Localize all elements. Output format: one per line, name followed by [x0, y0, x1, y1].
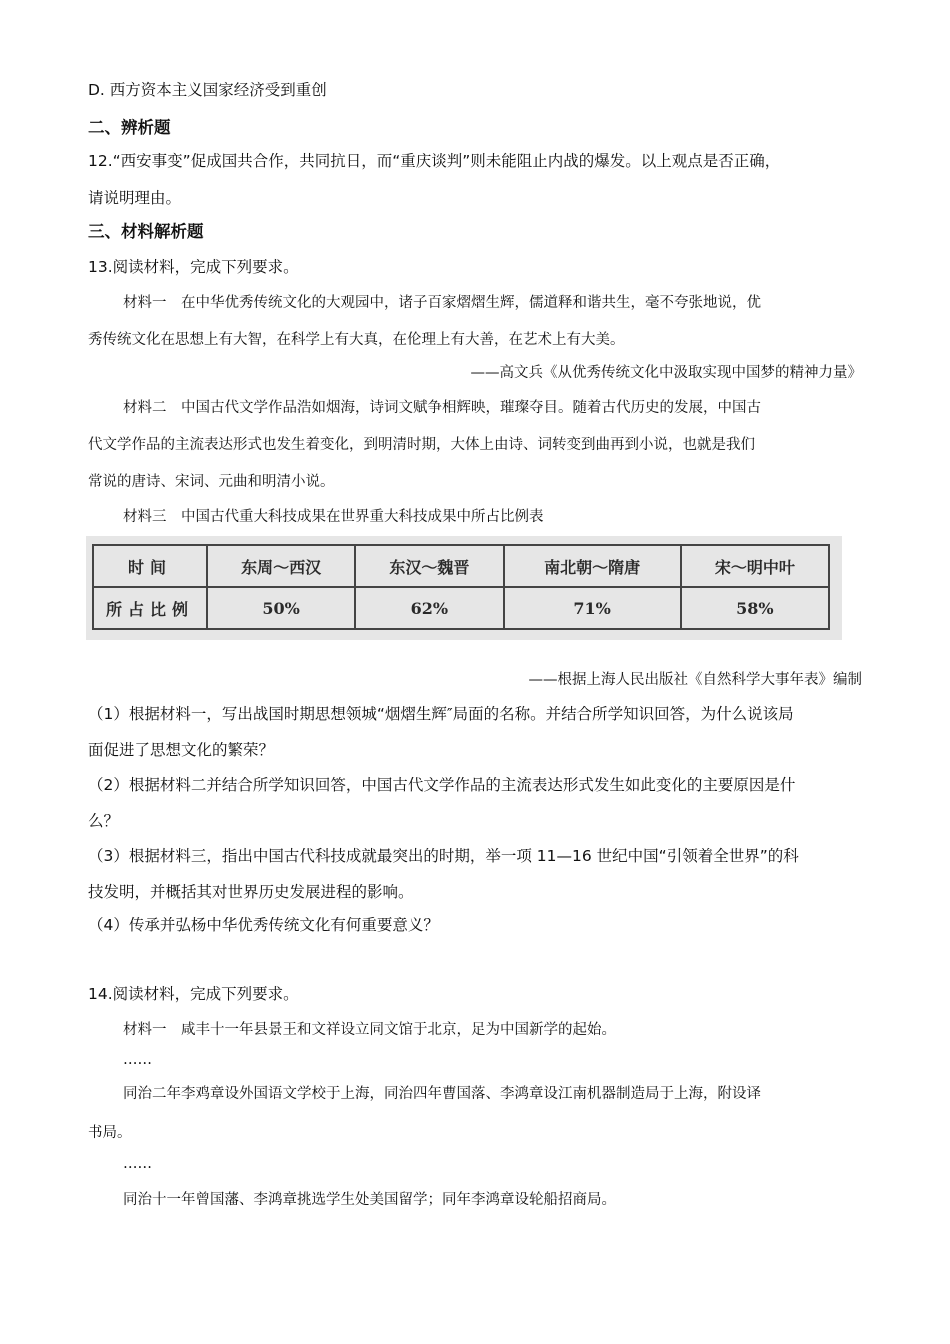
question-12-line2: 请说明理由。: [88, 189, 182, 207]
material-2-line3: 常说的唐诗、宋词、元曲和明清小说。: [88, 474, 335, 490]
table-header-row: [93, 545, 829, 587]
sub-question-2-line2: 么？: [88, 812, 120, 830]
table-cell: 东汉～魏晋: [355, 545, 503, 587]
sub-question-1-line2: 面促进了思想文化的繁荣？: [88, 741, 275, 759]
sub-question-3-line1: （3）根据材料三，指出中国古代科技成就最突出的时期，举一项 11—16 世纪中国“引领着全世界”的科: [88, 847, 799, 865]
table-row: [93, 587, 829, 629]
material-14-3-line1: 同治十一年曾国藩、李鸿章挑选学生处美国留学；同年李鸿章设轮船招商局。: [123, 1192, 616, 1208]
material-1-source: ——高文兵《从优秀传统文化中汲取实现中国梦的精神力量》: [470, 365, 862, 381]
ellipsis-2: ……: [123, 1156, 152, 1172]
material-1-line2: 秀传统文化在思想上有大智，在科学上有大真，在伦理上有大善，在艺术上有大美。: [88, 332, 625, 348]
section-heading-2: 二、辨析题: [88, 118, 171, 137]
question-12-line1: 12.“西安事变”促成国共合作，共同抗日，而“重庆谈判”则未能阻止内战的爆发。以上观点是否正确，: [88, 152, 781, 170]
sub-question-4: （4）传承并弘杨中华优秀传统文化有何重要意义？: [88, 916, 439, 934]
table-cell: 宋～明中叶: [681, 545, 829, 587]
material-1-line1: 材料一 在中华优秀传统文化的大观园中，诸子百家熠熠生辉，儒道释和谐共生，毫不夸张地说，优: [123, 295, 761, 311]
question-14-prompt: 14.阅读材料，完成下列要求。: [88, 985, 299, 1003]
ellipsis-1: ……: [123, 1052, 152, 1068]
sub-question-2-line1: （2）根据材料二并结合所学知识回答，中国古代文学作品的主流表达形式发生如此变化的主要原因是什: [88, 776, 796, 794]
material-14-2-line1: 同治二年李鸡章设外国语文学校于上海，同治四年曹国落、李鸿章设江南机器制造局于上海，附设译: [123, 1086, 761, 1102]
material-14-2-line2: 书局。: [88, 1125, 132, 1141]
question-13-prompt: 13.阅读材料，完成下列要求。: [88, 258, 299, 276]
option-d: D. 西方资本主义国家经济受到重创: [88, 81, 327, 99]
sub-question-1-line1: （1）根据材料一，写出战国时期思想领城“烟熠生辉″局面的名称。并结合所学知识回答，为什么说该局: [88, 705, 794, 723]
section-heading-3: 三、材料解析题: [88, 222, 204, 241]
table-cell: 62%: [355, 587, 503, 629]
material-3-source: ——根据上海人民出版社《自然科学大事年表》编制: [528, 672, 862, 688]
table-cell: 50%: [207, 587, 355, 629]
table-cell: 东周～西汉: [207, 545, 355, 587]
material-2-line2: 代文学作品的主流表达形式也发生着变化，到明清时期，大体上由诗、词转变到曲再到小说，也就是我们: [88, 437, 755, 453]
table-cell: 南北朝～隋唐: [504, 545, 681, 587]
science-ratio-table: [92, 544, 830, 630]
sub-question-3-line2: 技发明，并概括其对世界历史发展进程的影响。: [88, 883, 414, 901]
table-cell: 时间: [93, 545, 207, 587]
material-14-1-line1: 材料一 咸丰十一年县景王和文祥设立同文馆于北京，足为中国新学的起始。: [123, 1022, 616, 1038]
table-cell: 58%: [681, 587, 829, 629]
table-cell: 71%: [504, 587, 681, 629]
material-2-line1: 材料二 中国古代文学作品浩如烟海，诗词文赋争相辉映，璀璨夺目。随着古代历史的发展，中国古: [123, 400, 761, 416]
scanned-table-image: [86, 536, 842, 640]
material-3-title: 材料三 中国古代重大科技成果在世界重大科技成果中所占比例表: [123, 509, 544, 525]
table-cell: 所占比例: [93, 587, 207, 629]
